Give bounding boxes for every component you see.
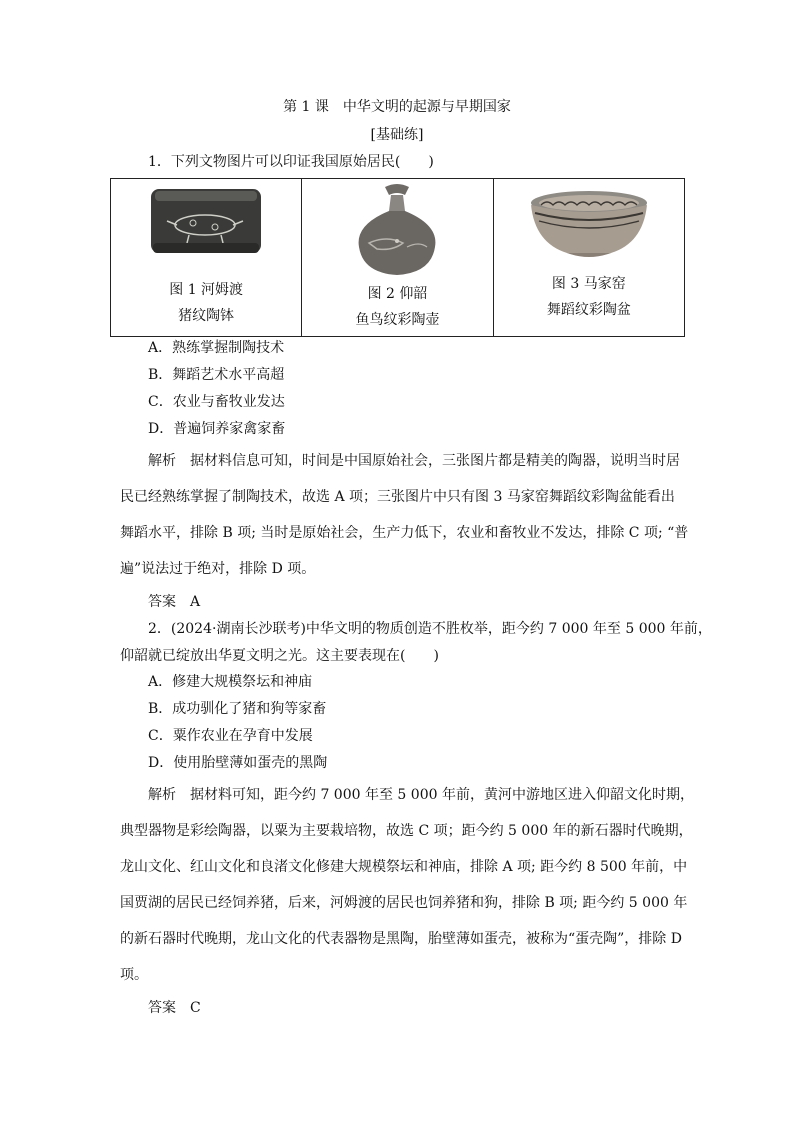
q1-analysis-line1: 据材料信息可知，时间是中国原始社会，三张图片都是精美的陶器，说明当时居 — [190, 453, 680, 469]
q2-stem-line1: 2．(2024·湖南长沙联考)中华文明的物质创造不胜枚举，距今约 7 000 年至 5 000 年前， — [148, 621, 712, 637]
q2-option-a: A．修建大规模祭坛和神庙 — [148, 674, 313, 690]
q1-analysis-label: 解析 — [148, 453, 176, 469]
q2-analysis-label: 解析 — [148, 787, 176, 803]
figure-2-caption-line2: 鱼鸟纹彩陶壶 — [355, 312, 440, 328]
q1-analysis-line2: 民已经熟练掌握了制陶技术，故选 A 项；三张图片中只有图 3 马家窑舞蹈纹彩陶盆能看出 — [120, 489, 675, 505]
q2-option-b: B．成功驯化了猪和狗等家畜 — [148, 701, 327, 717]
q1-answer-label: 答案 — [148, 594, 176, 610]
q2-analysis-line6: 项。 — [120, 967, 148, 983]
figure-2-caption-line1: 图 2 仰韶 — [367, 286, 428, 302]
q2-stem-line2: 仰韶就已绽放出华夏文明之光。这主要表现在( ) — [120, 648, 439, 664]
q1-option-c: C．农业与畜牧业发达 — [148, 394, 285, 410]
q2-option-d: D．使用胎壁薄如蛋壳的黑陶 — [148, 755, 328, 771]
q2-answer: C — [190, 1000, 201, 1016]
pottery-bowl-pig-image — [145, 185, 267, 257]
figure-1-caption-line2: 猪纹陶钵 — [178, 308, 235, 324]
q1-option-d: D．普遍饲养家禽家畜 — [148, 421, 286, 437]
q1-answer: A — [190, 594, 201, 610]
section-label: [基础练] — [370, 127, 424, 143]
figure-2-cell — [302, 179, 493, 337]
pottery-pot-fish-bird-image — [347, 181, 447, 281]
figure-1-caption-line1: 图 1 河姆渡 — [169, 282, 244, 298]
q1-stem: 1．下列文物图片可以印证我国原始居民( ) — [148, 154, 434, 170]
pottery-basin-dance-image — [527, 189, 651, 263]
figure-3-caption-line1: 图 3 马家窑 — [551, 276, 626, 292]
figure-3-cell — [493, 179, 684, 337]
figure-1-cell — [111, 179, 302, 337]
q1-analysis-line3: 舞蹈水平，排除 B 项; 当时是原始社会，生产力低下，农业和畜牧业不发达，排除 C 项; “普 — [120, 525, 689, 541]
figure-3-caption-line2: 舞蹈纹彩陶盆 — [546, 302, 631, 318]
q2-analysis-line1: 据材料可知，距今约 7 000 年至 5 000 年前，黄河中游地区进入仰韶文化时期， — [190, 787, 694, 803]
q1-analysis-line4: 遍”说法过于绝对，排除 D 项。 — [120, 561, 316, 577]
q2-answer-label: 答案 — [148, 1000, 176, 1016]
q2-analysis-line2: 典型器物是彩绘陶器，以粟为主要栽培物，故选 C 项；距今约 5 000 年的新石器时代晚期， — [120, 823, 693, 839]
q2-option-c: C．粟作农业在孕育中发展 — [148, 728, 313, 744]
q2-analysis-line3: 龙山文化、红山文化和良渚文化修建大规模祭坛和神庙，排除 A 项; 距今约 8 500 年前，中 — [120, 859, 688, 875]
q1-option-a: A．熟练掌握制陶技术 — [148, 340, 285, 356]
q2-analysis-line4: 国贾湖的居民已经饲养猪，后来，河姆渡的居民也饲养猪和狗，排除 B 项; 距今约 5 000 年 — [120, 895, 688, 911]
q1-option-b: B．舞蹈艺术水平高超 — [148, 367, 285, 383]
lesson-title: 第 1 课 中华文明的起源与早期国家 — [283, 99, 511, 115]
artifact-figure-table — [110, 178, 685, 337]
q2-analysis-line5: 的新石器时代晚期，龙山文化的代表器物是黑陶，胎壁薄如蛋壳，被称为“蛋壳陶”，排除 D — [120, 931, 682, 947]
